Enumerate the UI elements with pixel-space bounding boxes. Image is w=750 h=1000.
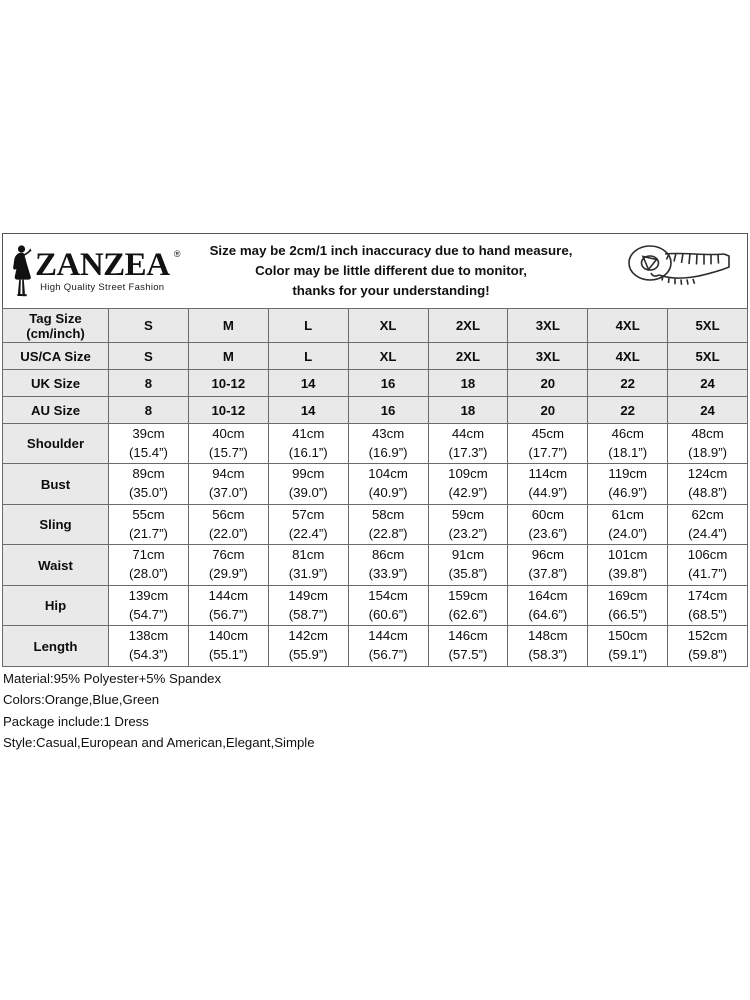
value-inch: (28.0”) [129, 566, 168, 582]
cell-waist-xl [348, 545, 428, 585]
cell-bust-l [268, 464, 348, 504]
value-inch: (15.4”) [129, 444, 168, 460]
cell-waist-4xl [588, 545, 668, 585]
value-inch: (54.7”) [129, 606, 168, 622]
row-label-us-ca-size: US/CA Size [3, 343, 109, 370]
cell-shoulder-xl [348, 424, 428, 464]
value-cm: 59cm [451, 506, 485, 522]
cell-hip-4xl [588, 585, 668, 625]
value-cm: 114cm [528, 466, 568, 482]
value-cm: 71cm [132, 547, 165, 563]
value-cm: 81cm [292, 547, 325, 563]
cell-hip-2xl [428, 585, 508, 625]
table-row [3, 585, 748, 625]
cell-hip-5xl [668, 585, 748, 625]
cell-shoulder-m [188, 424, 268, 464]
value-cm: 39cm [132, 426, 165, 441]
value-cm: 43cm [371, 426, 405, 441]
cell-us-ca-l: L [268, 343, 348, 370]
value-cm: 146cm [448, 628, 488, 644]
value-inch: (42.9”) [448, 485, 488, 501]
value-cm: 55cm [132, 506, 165, 522]
row-label-text: Tag Size [29, 310, 82, 326]
cell-us-ca-xl: XL [348, 343, 428, 370]
cell-waist-2xl [428, 545, 508, 585]
cell-length-l [268, 626, 348, 666]
cell-waist-s [109, 545, 189, 585]
product-specs [3, 668, 747, 754]
cell-au-4xl: 22 [588, 397, 668, 424]
value-inch: (64.6”) [528, 606, 568, 622]
value-cm: 86cm [371, 547, 405, 563]
value-inch: (17.3”) [448, 444, 488, 460]
cell-uk-m: 10-12 [188, 370, 268, 397]
disclaimer-line-2: Color may be little different due to monitor, [255, 263, 527, 279]
cell-shoulder-s [109, 424, 189, 464]
value-cm: 104cm [368, 466, 408, 482]
cell-waist-5xl [668, 545, 748, 585]
value-cm: 60cm [531, 506, 564, 522]
value-cm: 174cm [687, 587, 728, 603]
measuring-tape-icon [621, 242, 737, 300]
row-label-waist: Waist [3, 545, 109, 585]
cell-shoulder-4xl [588, 424, 668, 464]
value-cm: 58cm [371, 506, 405, 522]
value-cm: 169cm [607, 587, 648, 603]
value-inch: (66.5”) [608, 606, 648, 622]
cell-au-5xl: 24 [668, 397, 748, 424]
spec-colors: Colors:Orange,Blue,Green [3, 692, 160, 708]
value-inch: (22.8”) [368, 525, 408, 541]
table-row [3, 370, 748, 397]
value-cm: 150cm [607, 628, 648, 644]
registered-mark-icon: ® [173, 249, 181, 260]
tape-illustration [617, 234, 747, 308]
value-cm: 109cm [448, 466, 488, 482]
value-inch: (56.7”) [368, 647, 408, 663]
cell-uk-3xl: 20 [508, 370, 588, 397]
value-inch: (23.6”) [528, 525, 568, 541]
value-inch: (60.6”) [368, 606, 408, 622]
value-cm: 119cm [608, 466, 647, 482]
value-cm: 144cm [368, 628, 408, 644]
cell-sling-xl [348, 504, 428, 544]
value-inch: (15.7”) [208, 444, 248, 460]
value-inch: (22.0”) [208, 525, 248, 541]
value-cm: 44cm [451, 426, 485, 441]
table-row [3, 343, 748, 370]
value-inch: (18.1”) [608, 444, 648, 460]
cell-length-m [188, 626, 268, 666]
value-cm: 99cm [292, 466, 325, 482]
brand-tagline: High Quality Street Fashion [40, 282, 165, 294]
cell-tag-size-2xl: 2XL [428, 309, 508, 343]
cell-uk-s: 8 [109, 370, 189, 397]
value-inch: (68.5”) [688, 606, 727, 622]
cell-tag-size-4xl: 4XL [588, 309, 668, 343]
cell-uk-l: 14 [268, 370, 348, 397]
value-cm: 159cm [448, 587, 488, 603]
value-cm: 106cm [687, 547, 728, 563]
row-label-length: Length [3, 626, 109, 666]
cell-shoulder-5xl [668, 424, 748, 464]
cell-tag-size-3xl: 3XL [508, 309, 588, 343]
cell-waist-m [188, 545, 268, 585]
spec-style: Style:Casual,European and American,Elegant,Simple [3, 735, 315, 751]
cell-tag-size-xl: XL [348, 309, 428, 343]
value-cm: 91cm [451, 547, 485, 563]
cell-sling-3xl [508, 504, 588, 544]
value-inch: (17.7”) [528, 444, 568, 460]
brand-logo [3, 234, 193, 308]
woman-silhouette-icon [11, 243, 37, 299]
value-cm: 96cm [531, 547, 564, 563]
cell-sling-5xl [668, 504, 748, 544]
value-cm: 40cm [212, 426, 245, 441]
value-cm: 48cm [691, 426, 724, 441]
cell-length-3xl [508, 626, 588, 666]
cell-sling-2xl [428, 504, 508, 544]
value-cm: 101cm [607, 547, 648, 563]
cell-au-xl: 16 [348, 397, 428, 424]
cell-sling-s [109, 504, 189, 544]
cell-us-ca-m: M [188, 343, 268, 370]
table-row [3, 504, 748, 544]
value-inch: (58.7”) [288, 606, 328, 622]
disclaimer-line-3: thanks for your understanding! [292, 282, 490, 298]
brand-name: ZANZEA [35, 247, 170, 284]
cell-us-ca-4xl: 4XL [588, 343, 668, 370]
cell-tag-size-s: S [109, 309, 189, 343]
value-cm: 62cm [691, 506, 724, 522]
spec-package: Package include:1 Dress [3, 713, 149, 729]
value-cm: 152cm [687, 628, 728, 644]
cell-tag-size-l: L [268, 309, 348, 343]
value-cm: 124cm [687, 466, 728, 482]
cell-au-3xl: 20 [508, 397, 588, 424]
cell-bust-3xl [508, 464, 588, 504]
value-inch: (37.0”) [208, 485, 248, 501]
cell-waist-3xl [508, 545, 588, 585]
value-cm: 149cm [288, 587, 328, 603]
value-cm: 140cm [208, 628, 249, 644]
value-cm: 164cm [528, 587, 568, 603]
value-cm: 46cm [611, 426, 644, 441]
value-cm: 41cm [292, 426, 325, 441]
row-label-uk-size: UK Size [3, 370, 109, 397]
value-cm: 139cm [128, 587, 169, 603]
cell-bust-4xl [588, 464, 668, 504]
cell-hip-xl [348, 585, 428, 625]
cell-bust-m [188, 464, 268, 504]
value-inch: (33.9”) [368, 566, 408, 582]
value-inch: (35.8”) [448, 566, 488, 582]
value-inch: (44.9”) [528, 485, 568, 501]
value-cm: 154cm [368, 587, 408, 603]
cell-uk-4xl: 22 [588, 370, 668, 397]
cell-bust-s [109, 464, 189, 504]
value-inch: (18.9”) [688, 444, 727, 460]
value-inch: (41.7”) [688, 566, 727, 582]
value-inch: (35.0”) [129, 485, 168, 501]
cell-sling-m [188, 504, 268, 544]
spec-material: Material:95% Polyester+5% Spandex [3, 671, 222, 686]
cell-au-2xl: 18 [428, 397, 508, 424]
cell-shoulder-3xl [508, 424, 588, 464]
cell-bust-5xl [668, 464, 748, 504]
cell-uk-5xl: 24 [668, 370, 748, 397]
value-cm: 57cm [292, 506, 325, 522]
table-row [3, 309, 748, 343]
value-cm: 89cm [132, 466, 165, 482]
value-cm: 76cm [212, 547, 245, 563]
value-inch: (58.3”) [528, 647, 568, 663]
value-inch: (31.9”) [288, 566, 328, 582]
row-label-au-size: AU Size [3, 397, 109, 424]
cell-us-ca-2xl: 2XL [428, 343, 508, 370]
disclaimer-line-1: Size may be 2cm/1 inch inaccuracy due to hand measure, [209, 243, 573, 259]
value-inch: (57.5”) [448, 647, 488, 663]
value-cm: 56cm [212, 506, 245, 522]
value-cm: 45cm [531, 426, 564, 441]
value-inch: (23.2”) [448, 525, 488, 541]
table-row [3, 626, 748, 666]
value-inch: (16.9”) [368, 444, 408, 460]
value-inch: (48.8”) [688, 485, 727, 501]
row-label-bust: Bust [3, 464, 109, 504]
value-inch: (62.6”) [448, 606, 488, 622]
cell-shoulder-l [268, 424, 348, 464]
value-inch: (40.9”) [368, 485, 408, 501]
value-inch: (59.8”) [688, 647, 727, 663]
table-row [3, 397, 748, 424]
value-inch: (55.9”) [288, 647, 328, 663]
cell-tag-size-m: M [188, 309, 268, 343]
value-inch: (24.0”) [608, 525, 648, 541]
cell-us-ca-5xl: 5XL [668, 343, 748, 370]
value-inch: (56.7”) [208, 606, 248, 622]
cell-au-m: 10-12 [188, 397, 268, 424]
cell-au-l: 14 [268, 397, 348, 424]
row-label-hip: Hip [3, 585, 109, 625]
cell-length-4xl [588, 626, 668, 666]
value-cm: 142cm [288, 628, 328, 644]
cell-hip-m [188, 585, 268, 625]
value-cm: 94cm [212, 466, 245, 482]
table-row [3, 424, 748, 464]
value-inch: (39.0”) [288, 485, 328, 501]
value-inch: (16.1”) [288, 444, 328, 460]
cell-uk-2xl: 18 [428, 370, 508, 397]
value-inch: (55.1”) [208, 647, 248, 663]
value-cm: 148cm [528, 628, 568, 644]
value-inch: (54.3”) [129, 647, 168, 663]
cell-length-s [109, 626, 189, 666]
value-inch: (37.8”) [528, 566, 568, 582]
cell-length-xl [348, 626, 428, 666]
cell-bust-xl [348, 464, 428, 504]
cell-hip-s [109, 585, 189, 625]
value-cm: 144cm [208, 587, 249, 603]
cell-uk-xl: 16 [348, 370, 428, 397]
cell-us-ca-s: S [109, 343, 189, 370]
value-inch: (29.9”) [208, 566, 248, 582]
value-inch: (22.4”) [288, 525, 328, 541]
row-label-tag-size [3, 309, 109, 343]
cell-sling-4xl [588, 504, 668, 544]
value-inch: (46.9”) [608, 485, 648, 501]
value-inch: (24.4”) [688, 525, 727, 541]
table-row [3, 545, 748, 585]
cell-bust-2xl [428, 464, 508, 504]
cell-length-5xl [668, 626, 748, 666]
cell-waist-l [268, 545, 348, 585]
cell-au-s: 8 [109, 397, 189, 424]
value-inch: (59.1”) [608, 647, 648, 663]
value-cm: 138cm [128, 628, 169, 644]
cell-hip-l [268, 585, 348, 625]
cell-length-2xl [428, 626, 508, 666]
cell-tag-size-5xl: 5XL [668, 309, 748, 343]
cell-sling-l [268, 504, 348, 544]
row-label-unit: (cm/inch) [26, 325, 85, 341]
table-row [3, 464, 748, 504]
cell-shoulder-2xl [428, 424, 508, 464]
measurement-disclaimer [193, 241, 617, 300]
value-cm: 61cm [611, 506, 644, 522]
row-label-sling: Sling [3, 504, 109, 544]
size-chart-table [2, 308, 748, 667]
value-inch: (39.8”) [608, 566, 648, 582]
cell-hip-3xl [508, 585, 588, 625]
row-label-shoulder: Shoulder [3, 424, 109, 464]
brand-banner [2, 233, 748, 308]
brand-wordmark [35, 247, 181, 294]
size-chart-body [3, 309, 748, 667]
cell-us-ca-3xl: 3XL [508, 343, 588, 370]
value-inch: (21.7”) [129, 525, 168, 541]
